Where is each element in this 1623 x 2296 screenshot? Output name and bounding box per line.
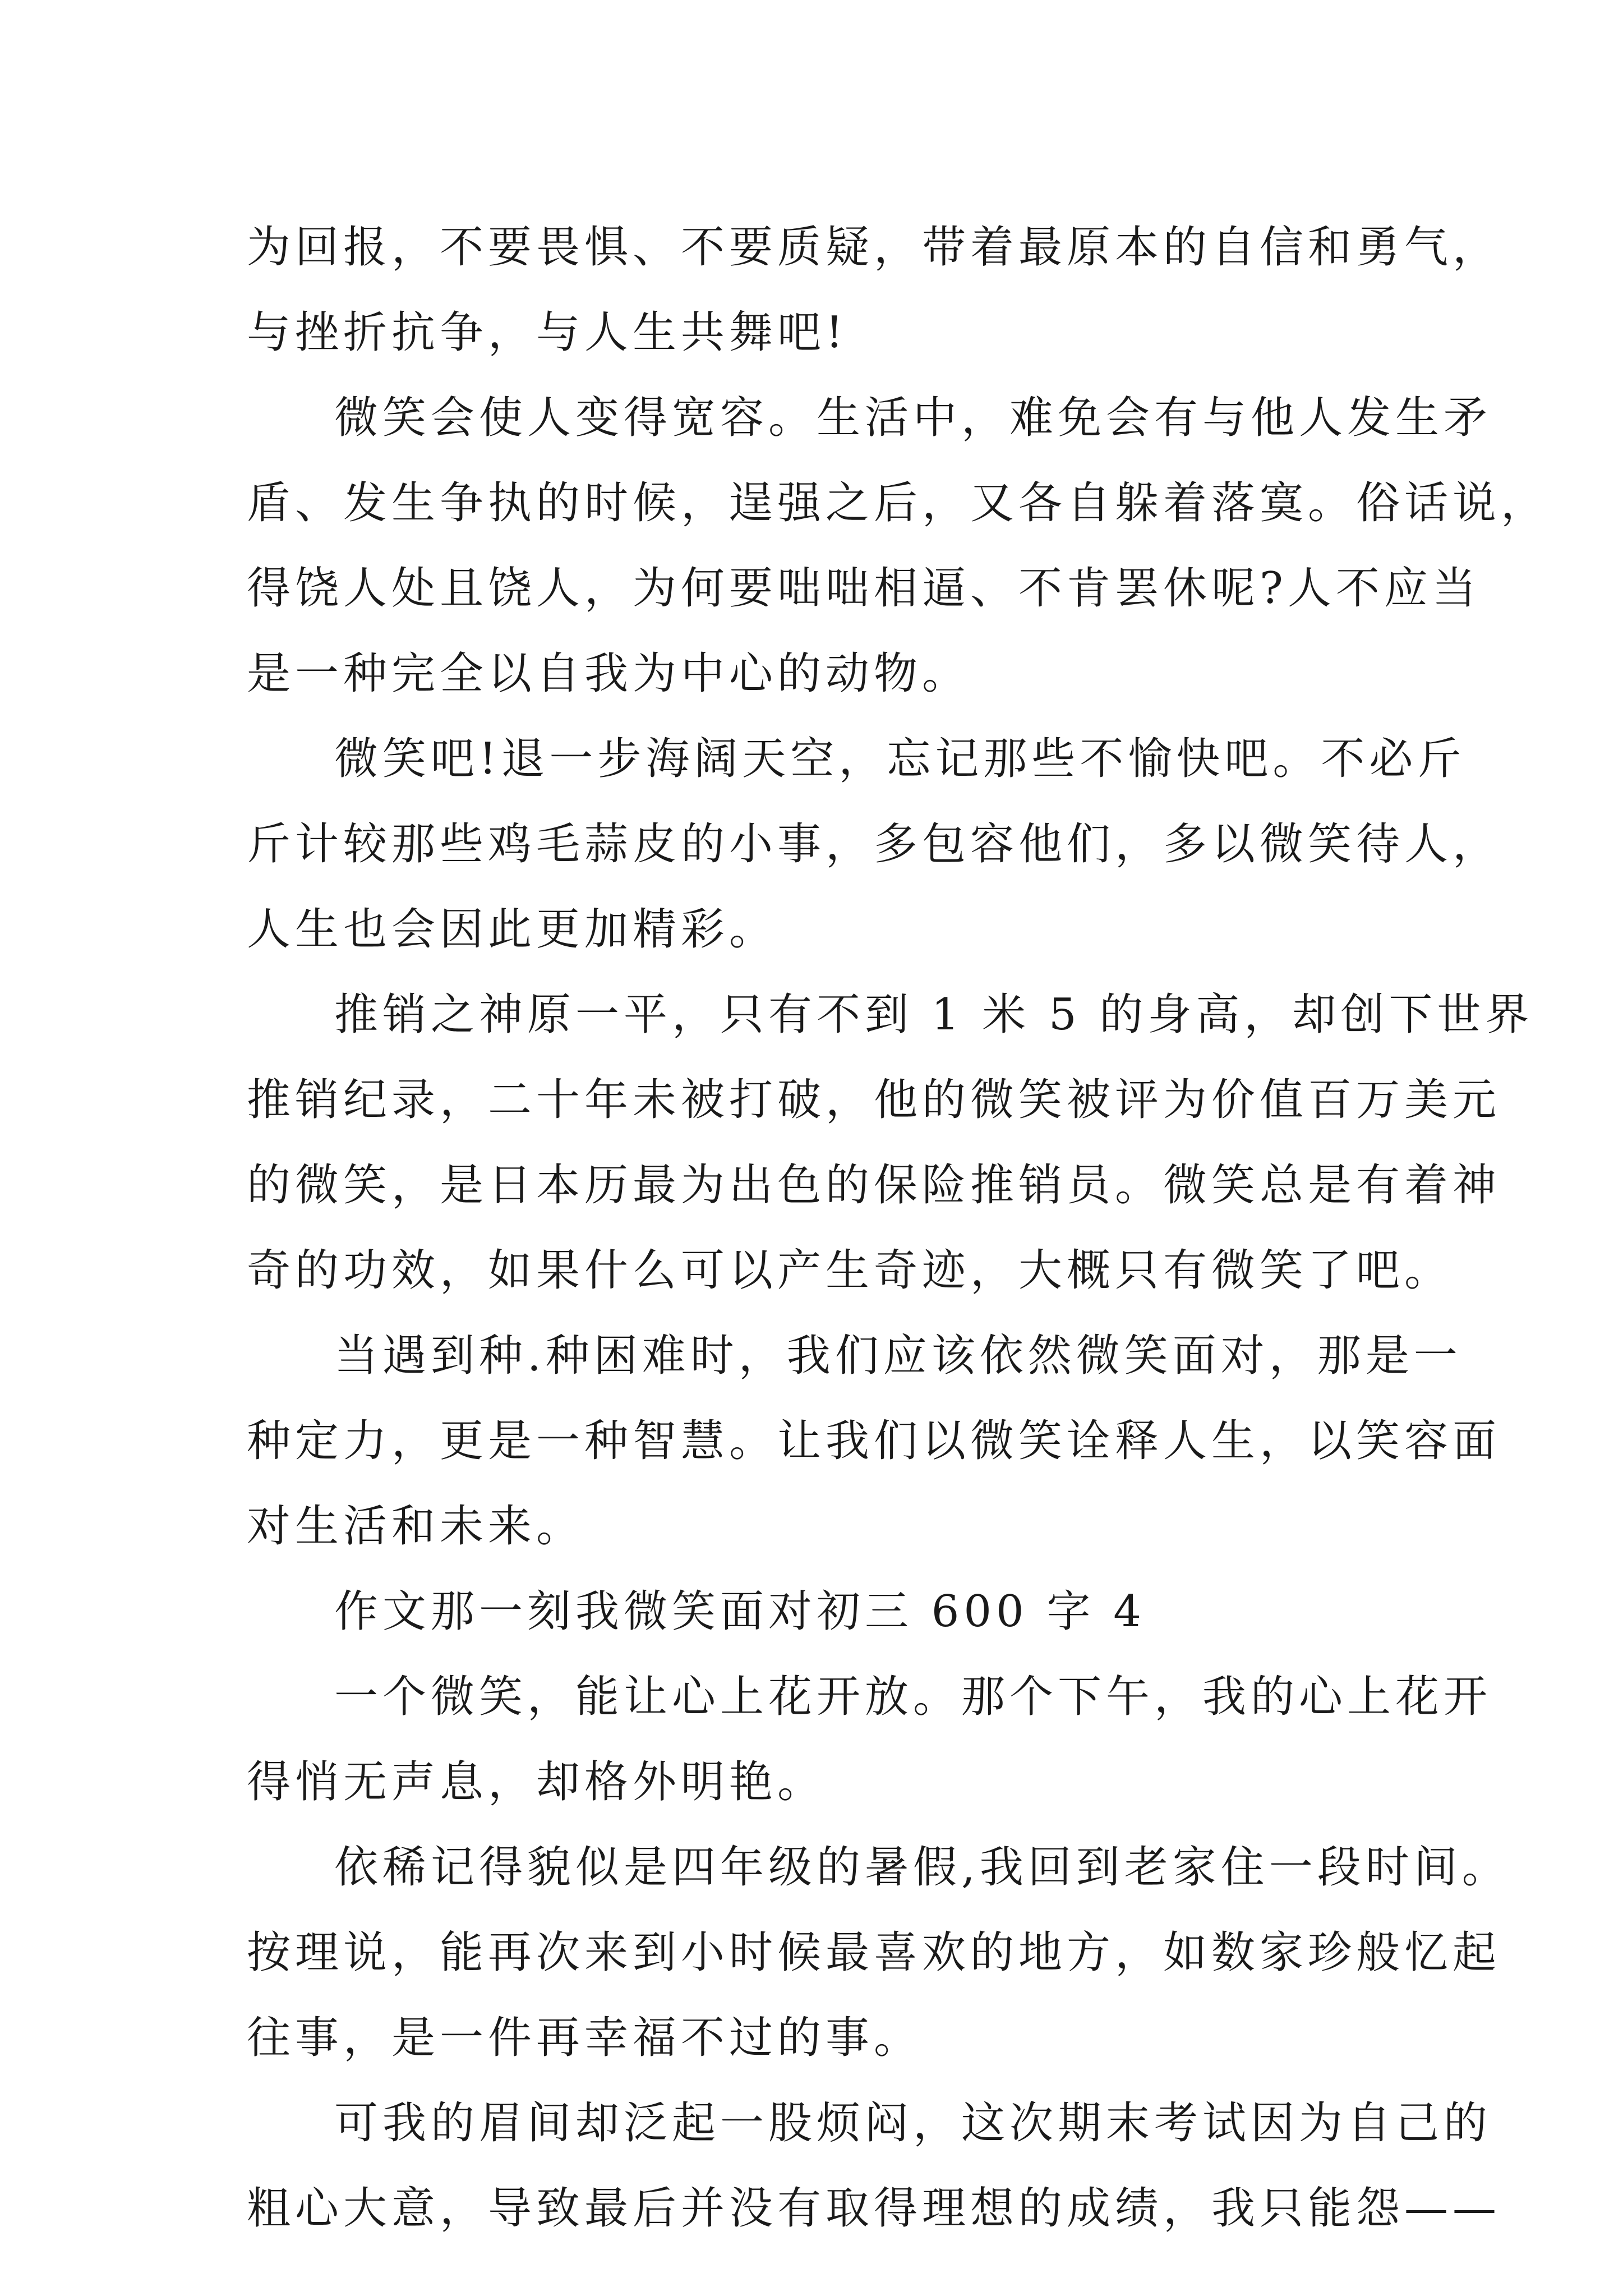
text-line: 为回报，不要畏惧、不要质疑，带着最原本的自信和勇气， — [247, 222, 1501, 273]
heading-line: 作文那一刻我微笑面对初三 600 字 4 — [334, 1586, 1146, 1637]
paragraph — [247, 972, 1534, 1313]
text-line: 的微笑，是日本历最为出色的保险推销员。微笑总是有着神 — [247, 1160, 1501, 1211]
text-line: 微笑吧!退一步海阔天空，忘记那些不愉快吧。不必斤 — [334, 734, 1466, 784]
paragraph — [247, 716, 1501, 972]
paragraph — [247, 1654, 1492, 1825]
text-line: 斤计较那些鸡毛蒜皮的小事，多包容他们，多以微笑待人， — [247, 819, 1501, 869]
text-line: 推销纪录，二十年未被打破，他的微笑被评为价值百万美元 — [247, 1075, 1501, 1125]
text-line: 推销之神原一平，只有不到 1 米 5 的身高，却创下世界 — [334, 990, 1534, 1040]
text-line: 对生活和未来。 — [247, 1501, 585, 1552]
paragraph — [247, 2081, 1501, 2251]
text-line: 是一种完全以自我为中心的动物。 — [247, 648, 971, 699]
text-line: 种定力，更是一种智慧。让我们以微笑诠释人生，以笑容面 — [247, 1416, 1501, 1466]
document-body — [247, 205, 1550, 2251]
text-line: 按理说，能再次来到小时候最喜欢的地方，如数家珍般忆起 — [247, 1927, 1501, 1978]
text-line: 与挫折抗争，与人生共舞吧! — [247, 307, 848, 358]
text-line: 往事，是一件再幸福不过的事。 — [247, 2013, 923, 2063]
text-line: 盾、发生争执的时候，逞强之后，又各自躲着落寞。俗话说， — [247, 478, 1550, 528]
paragraph — [247, 375, 1550, 716]
text-line: 可我的眉间却泛起一股烦闷，这次期末考试因为自己的 — [334, 2098, 1492, 2148]
paragraph — [247, 205, 1501, 375]
text-line: 奇的功效，如果什么可以产生奇迹，大概只有微笑了吧。 — [247, 1245, 1453, 1296]
text-line: 得悄无声息，却格外明艳。 — [247, 1757, 826, 1807]
text-line: 当遇到种.种困难时，我们应该依然微笑面对，那是一 — [334, 1331, 1462, 1381]
text-line: 得饶人处且饶人，为何要咄咄相逼、不肯罢休呢?人不应当 — [247, 563, 1481, 614]
text-line: 微笑会使人变得宽容。生活中，难免会有与他人发生矛 — [334, 393, 1492, 443]
section-heading — [247, 1569, 1396, 1654]
text-line: 粗心大意，导致最后并没有取得理想的成绩，我只能怨—— — [247, 2183, 1501, 2234]
paragraph — [247, 1825, 1510, 2081]
paragraph — [247, 1313, 1501, 1569]
text-line: 人生也会因此更加精彩。 — [247, 904, 778, 955]
text-line: 依稀记得貌似是四年级的暑假,我回到老家住一段时间。 — [334, 1842, 1510, 1893]
text-line: 一个微笑，能让心上花开放。那个下午，我的心上花开 — [334, 1672, 1492, 1722]
